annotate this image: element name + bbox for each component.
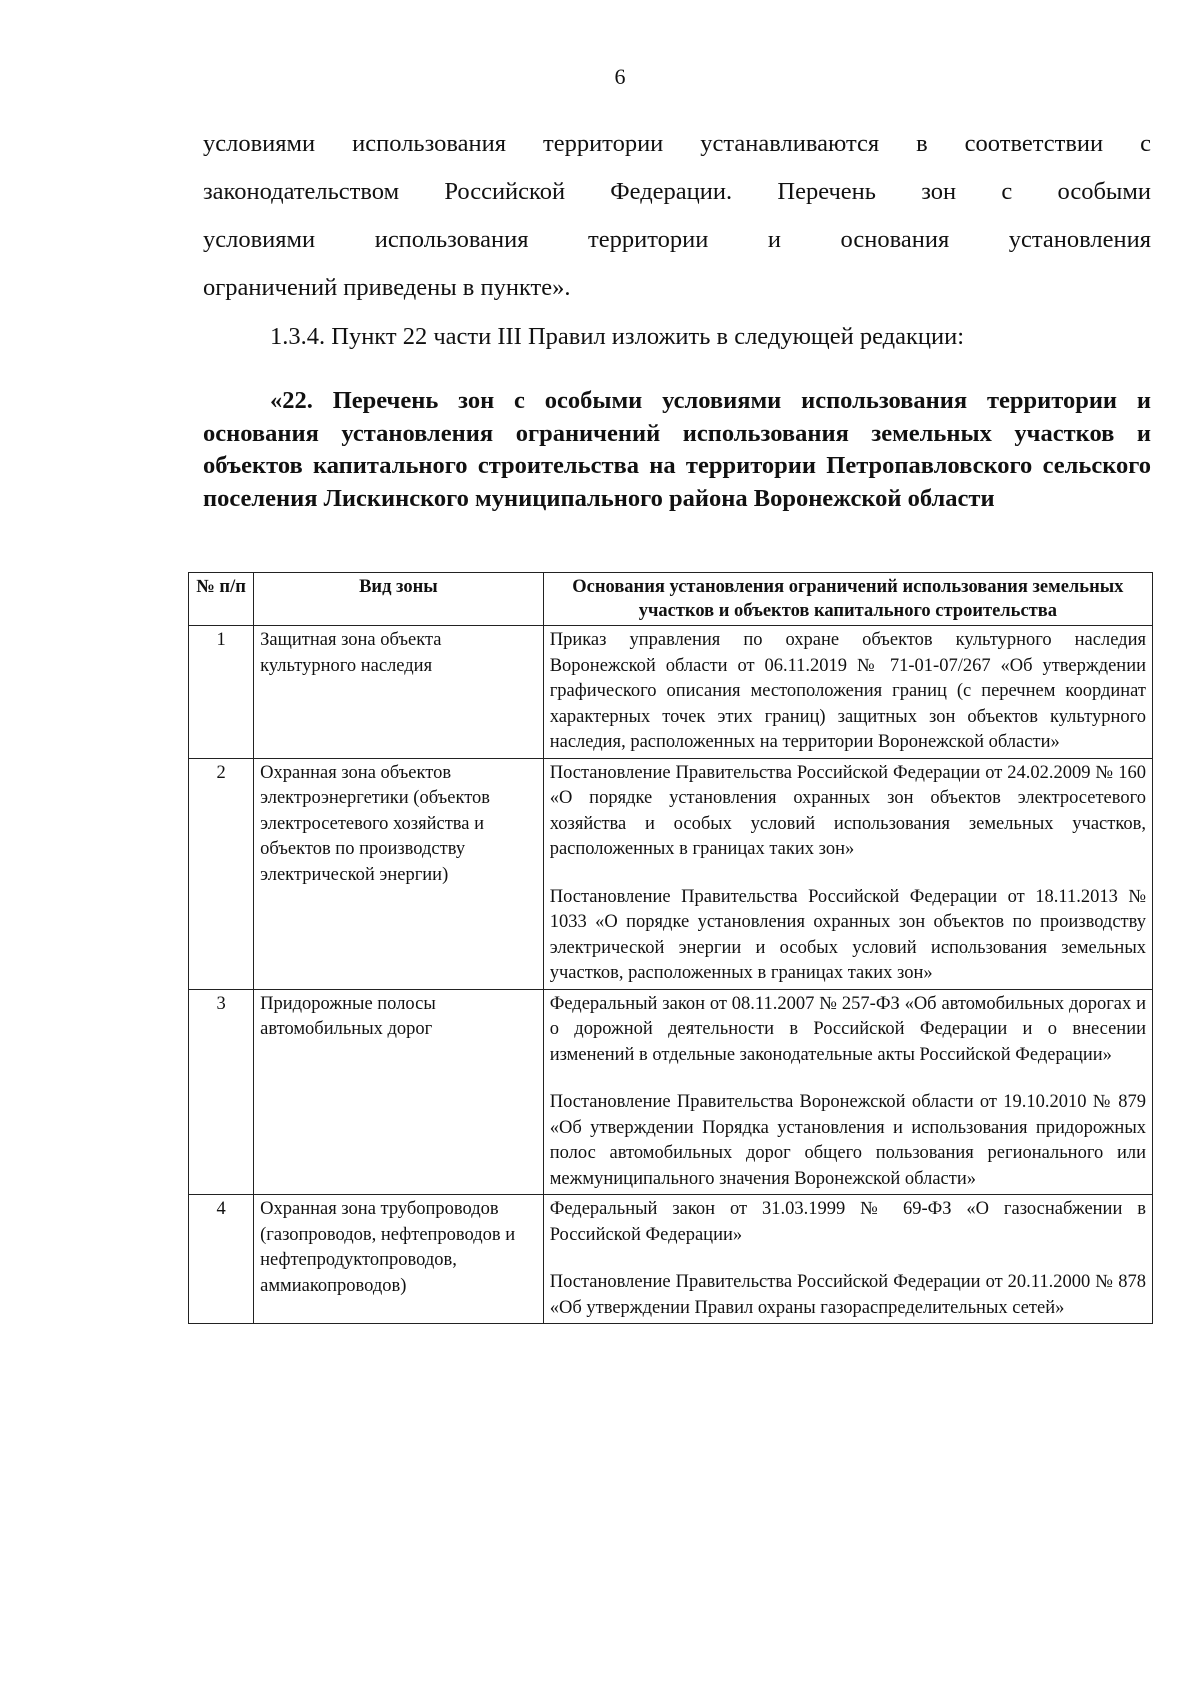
row-num: 1 bbox=[189, 626, 254, 759]
table-row bbox=[189, 758, 1153, 989]
basis-document: Постановление Правительства Российской Федерации от 24.02.2009 № 160 «О порядке установления охранных зон объектов электросетевого хозяйства и особых условий использования земельных участков, расположенных в границах таких зон» bbox=[549, 762, 1146, 859]
header-num: № п/п bbox=[189, 573, 254, 626]
row-num: 4 bbox=[189, 1195, 254, 1324]
row-num: 2 bbox=[189, 758, 254, 989]
row-basis bbox=[543, 989, 1152, 1195]
row-basis bbox=[543, 1195, 1152, 1324]
basis-document: Приказ управления по охране объектов культурного наследия Воронежской области от 06.11.2019 № 71-01-07/267 «Об утверждении графического описания местоположения границ (с перечнем координат характерных точек этих границ) защитных зон объектов культурного наследия, расположенных на территории Воронежской области» bbox=[549, 630, 1146, 752]
row-zone-type: Придорожные полосы автомобильных дорог bbox=[254, 989, 544, 1195]
intro-line: законодательством Российской Федерации. Перечень зон с особыми bbox=[203, 178, 1151, 205]
header-zone-type: Вид зоны bbox=[254, 573, 544, 626]
table-row bbox=[189, 989, 1153, 1195]
table-row bbox=[189, 1195, 1153, 1324]
row-zone-type: Защитная зона объекта культурного наследия bbox=[254, 626, 544, 759]
intro-line: условиями использования территории и основания установления bbox=[203, 226, 1151, 253]
zones-table bbox=[188, 572, 1153, 1324]
row-zone-type: Охранная зона объектов электроэнергетики (объектов электросетевого хозяйства и объектов по производству электрической энергии) bbox=[254, 758, 544, 989]
row-basis bbox=[543, 626, 1152, 759]
basis-document: Федеральный закон от 08.11.2007 № 257-ФЗ «Об автомобильных дорогах и о дорожной деятельности в Российской Федерации и о внесении изменений в отдельные законодательные акты Российской Федерации» bbox=[549, 993, 1146, 1065]
amendment-item: 1.3.4. Пункт 22 части III Правил изложить в следующей редакции: bbox=[270, 323, 965, 350]
basis-document: Федеральный закон от 31.03.1999 № 69-ФЗ «О газоснабжении в Российской Федерации» bbox=[549, 1199, 1146, 1245]
row-num: 3 bbox=[189, 989, 254, 1195]
page-number: 6 bbox=[614, 64, 626, 89]
intro-line: ограничений приведены в пункте». bbox=[203, 274, 571, 301]
intro-paragraph bbox=[203, 120, 1151, 312]
row-zone-type: Охранная зона трубопроводов (газопроводов, нефтепроводов и нефтепродуктопроводов, аммиакопроводов) bbox=[254, 1195, 544, 1324]
basis-document: Постановление Правительства Российской Федерации от 20.11.2000 № 878 «Об утверждении Правил охраны газораспределительных сетей» bbox=[549, 1272, 1146, 1318]
basis-document: Постановление Правительства Российской Федерации от 18.11.2013 № 1033 «О порядке установления охранных зон объектов по производству электрической энергии и особых условий использования земельных участков, расположенных в границах таких зон» bbox=[549, 886, 1146, 983]
table-row bbox=[189, 626, 1153, 759]
table-header-row bbox=[189, 573, 1153, 626]
basis-document: Постановление Правительства Воронежской области от 19.10.2010 № 879 «Об утверждении Порядка установления и использования придорожных полос автомобильных дорог общего пользования регионального или межмуниципального значения Воронежской области» bbox=[549, 1092, 1146, 1189]
section-heading: «22. Перечень зон с особыми условиями использования территории и основания установления ограничений использования земельных участков и объектов капитального строительства на территории Петропавловского сельского поселения Лискинского муниципального района Воронежской области bbox=[203, 387, 1151, 512]
intro-line: условиями использования территории устанавливаются в соответствии с bbox=[203, 130, 1151, 157]
header-basis: Основания установления ограничений использования земельных участков и объектов капитального строительства bbox=[543, 573, 1152, 626]
row-basis bbox=[543, 758, 1152, 989]
